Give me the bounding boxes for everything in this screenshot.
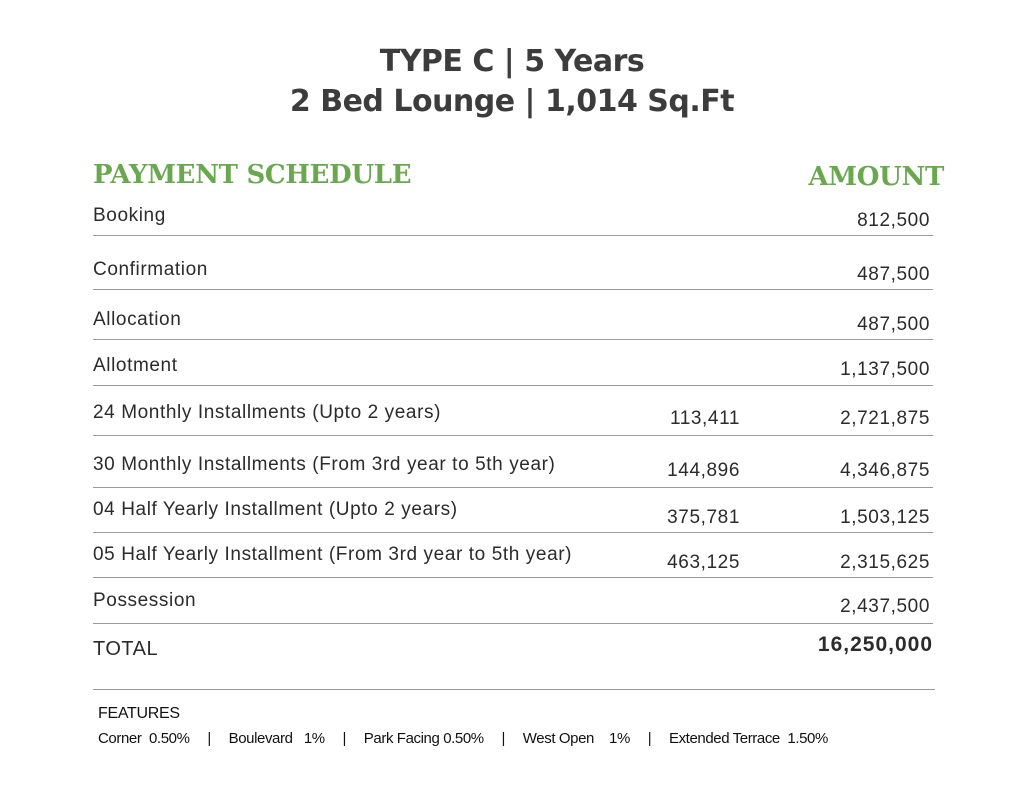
row-label: Allotment: [93, 355, 178, 376]
table-row: [93, 543, 933, 578]
total-label: TOTAL: [93, 638, 159, 660]
table-row: [93, 308, 933, 340]
row-amount: 487,500: [857, 264, 930, 285]
table-row: [93, 258, 933, 290]
row-installment: 463,125: [667, 552, 740, 573]
row-amount: 4,346,875: [840, 460, 930, 481]
row-label: 24 Monthly Installments (Upto 2 years): [93, 402, 442, 423]
row-amount: 1,503,125: [840, 507, 930, 528]
feature-separator: |: [342, 730, 347, 747]
feature-separator: |: [501, 730, 506, 747]
unit-size-title: 2 Bed Lounge | 1,014 Sq.Ft: [289, 84, 735, 119]
feature-separator: |: [207, 730, 211, 747]
row-amount: 1,137,500: [840, 359, 930, 380]
row-amount: 487,500: [857, 314, 930, 335]
divider: [93, 689, 935, 690]
payment-schedule-heading: PAYMENT SCHEDULE: [93, 160, 412, 190]
row-amount: 2,437,500: [840, 596, 930, 617]
row-installment: 113,411: [669, 408, 740, 429]
total-amount: 16,250,000: [817, 633, 933, 656]
total-row: [93, 630, 933, 660]
feature-west-open: West Open 1%: [522, 730, 630, 747]
row-label: Booking: [93, 205, 166, 226]
row-label: Confirmation: [93, 259, 208, 280]
row-installment: 375,781: [667, 507, 740, 528]
table-row: [93, 401, 933, 436]
feature-corner: Corner 0.50%: [98, 730, 190, 747]
feature-separator: |: [647, 730, 652, 747]
row-amount: 812,500: [857, 210, 930, 231]
plan-type-title: TYPE C | 5 Years: [379, 44, 645, 79]
row-installment: 144,896: [667, 460, 740, 481]
features-title: FEATURES: [98, 705, 180, 722]
feature-boulevard: Boulevard 1%: [228, 730, 325, 747]
table-row: [93, 498, 933, 533]
feature-extended-terrace: Extended Terrace 1.50%: [668, 730, 828, 747]
row-amount: 2,721,875: [840, 408, 930, 429]
table-row: [93, 354, 933, 386]
row-amount: 2,315,625: [840, 552, 930, 573]
row-label: Allocation: [93, 309, 182, 330]
features-list: [98, 730, 828, 747]
table-row: [93, 453, 933, 488]
row-label: 30 Monthly Installments (From 3rd year to 5th year): [93, 454, 556, 475]
row-label: 05 Half Yearly Installment (From 3rd year to 5th year): [93, 544, 573, 565]
amount-heading: AMOUNT: [808, 162, 944, 192]
row-label: Possession: [93, 590, 197, 611]
table-row: [93, 589, 933, 624]
feature-park-facing: Park Facing 0.50%: [363, 730, 484, 747]
table-row: [93, 204, 933, 236]
row-label: 04 Half Yearly Installment (Upto 2 years): [93, 499, 458, 520]
